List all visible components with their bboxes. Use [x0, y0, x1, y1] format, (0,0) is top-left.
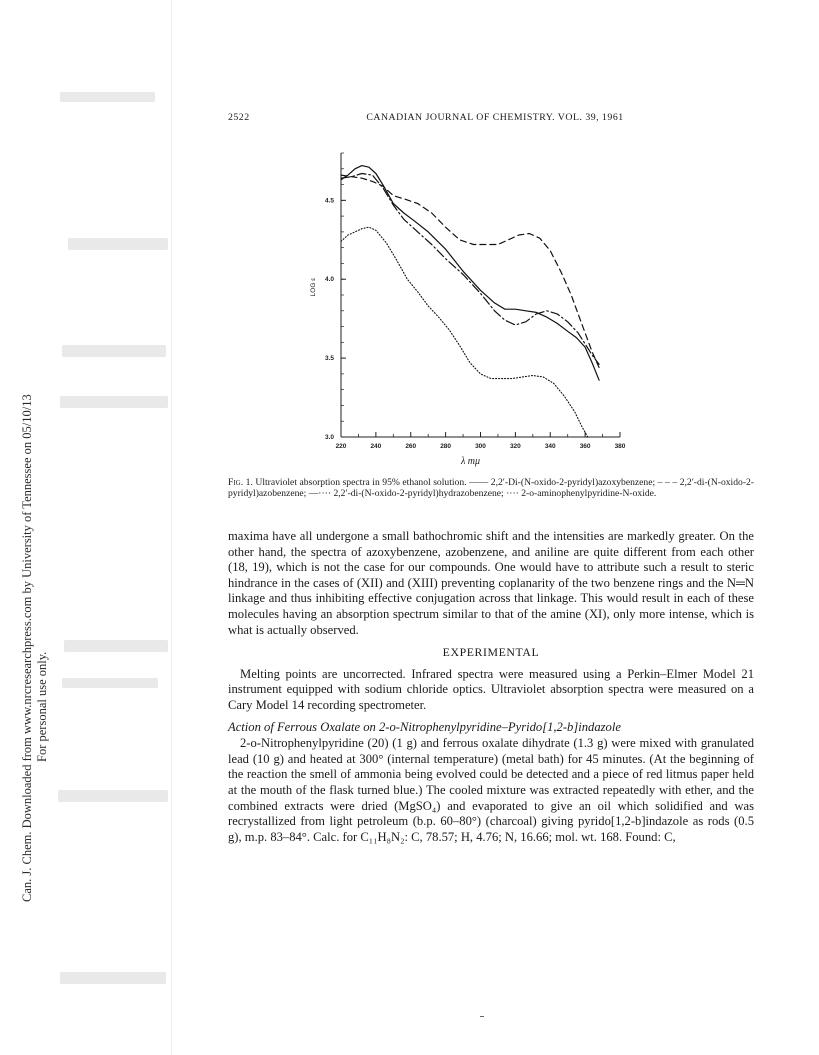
scan-artifact: [62, 678, 158, 688]
journal-title: CANADIAN JOURNAL OF CHEMISTRY. VOL. 39, 1961: [366, 112, 624, 123]
x-tick-label: 300: [475, 443, 486, 450]
figure-label: Fig. 1.: [228, 477, 253, 488]
scan-artifact: [62, 345, 166, 357]
download-watermark-strip: [0, 0, 52, 1055]
y-tick-label: 4.0: [324, 276, 334, 284]
scan-artifact: [60, 972, 166, 984]
x-tick-label: 240: [370, 443, 382, 450]
x-axis-label: λ mμ: [460, 456, 481, 467]
x-tick-label: 260: [405, 443, 417, 450]
series-line-dotted: [341, 227, 589, 438]
figure-caption-text: Ultraviolet absorption spectra in 95% ethanol solution. —— 2,2′-Di-(N-oxido-2-pyridyl)azoxybenzene; – – – 2,2′-di-(N-oxido-2-pyridyl)azobenzene; —···· 2,2′-di-(N-oxido-2-pyridyl)hydrazobenzene; ···· 2-o-aminophenylpyridine-N-oxide.: [228, 477, 754, 499]
y-tick-label: 3.5: [324, 355, 334, 363]
x-tick-label: 220: [335, 443, 347, 450]
figure-caption: [228, 478, 754, 499]
x-tick-label: 360: [579, 443, 591, 450]
paragraph-methods: Melting points are uncorrected. Infrared spectra were measured using a Perkin–Elmer Model 21 instrument equipped with sodium chloride optics. Ultraviolet absorption spectra were measured on a Cary Model 14 recording spectrometer.: [228, 666, 754, 712]
series-line-solid: [341, 166, 599, 381]
page-number: 2522: [228, 112, 250, 123]
scan-artifact: [68, 238, 168, 250]
y-axis-label: LOG ε: [310, 277, 317, 297]
series-line-dashed: [341, 175, 599, 368]
download-notice-line: Can. J. Chem. Downloaded from www.nrcresearchpress.com by University of Tennessee on 05/10/13: [20, 394, 34, 902]
scan-artifact: [58, 790, 168, 802]
continuation-mark: [480, 1016, 484, 1017]
x-tick-label: 380: [614, 443, 626, 450]
x-tick-label: 320: [509, 443, 521, 450]
scan-artifact: [64, 640, 168, 652]
running-header: [228, 112, 754, 128]
chart-svg: [300, 145, 630, 475]
paragraph-discussion: maxima have all undergone a small bathochromic shift and the intensities are markedly greater. On the other hand, the spectra of azoxybenzene, azobenzene, and aniline are quite different from each other (18, 19), which is not the case for our compounds. One would have to attribute such a result to steric hindrance in the cases of (XII) and (XIII) preventing coplanarity of the two benzene rings and the N═N linkage and thus inhibiting effective conjugation across that linkage. This would result in each of these molecules having an absorption spectrum similar to that of the amine (XI), only more intense, which is what is actually observed.: [228, 529, 754, 637]
download-notice: [20, 394, 50, 902]
scan-artifact: [60, 396, 168, 408]
scan-artifact: [60, 92, 155, 102]
uv-spectra-chart: [300, 145, 630, 475]
article-body: [228, 529, 754, 845]
x-tick-label: 280: [440, 443, 452, 450]
series-line-dash-dot: [341, 174, 599, 365]
paragraph-procedure: 2-o-Nitrophenylpyridine (20) (1 g) and ferrous oxalate dihydrate (1.3 g) were mixed with granulated lead (10 g) and heated at 300° (internal temperature) (metal bath) for 45 minutes. (At the beginning of the reaction the smell of ammonia being evolved could be detected and a piece of red litmus paper held at the mouth of the flask turned blue.) The cooled mixture was extracted repeatedly with ether, and the combined extracts were dried (MgSO₄) and evaporated to give an oil which solidified and was recrystallized from light petroleum (b.p. 60–80°) (charcoal) giving pyrido[1,2-b]indazole as rods (0.5 g), m.p. 83–84°. Calc. for C₁₁H₈N₂: C, 78.57; H, 4.76; N, 16.66; mol. wt. 168. Found: C,: [228, 736, 754, 844]
page-edge-line: [171, 0, 172, 1055]
subsection-heading: Action of Ferrous Oxalate on 2-o-Nitrophenylpyridine–Pyrido[1,2-b]indazole: [228, 719, 621, 734]
x-tick-label: 340: [544, 443, 556, 450]
y-tick-label: 4.5: [324, 197, 334, 205]
personal-use-notice: For personal use only.: [35, 651, 49, 762]
section-heading: EXPERIMENTAL: [442, 645, 540, 660]
y-tick-label: 3.0: [324, 434, 334, 441]
